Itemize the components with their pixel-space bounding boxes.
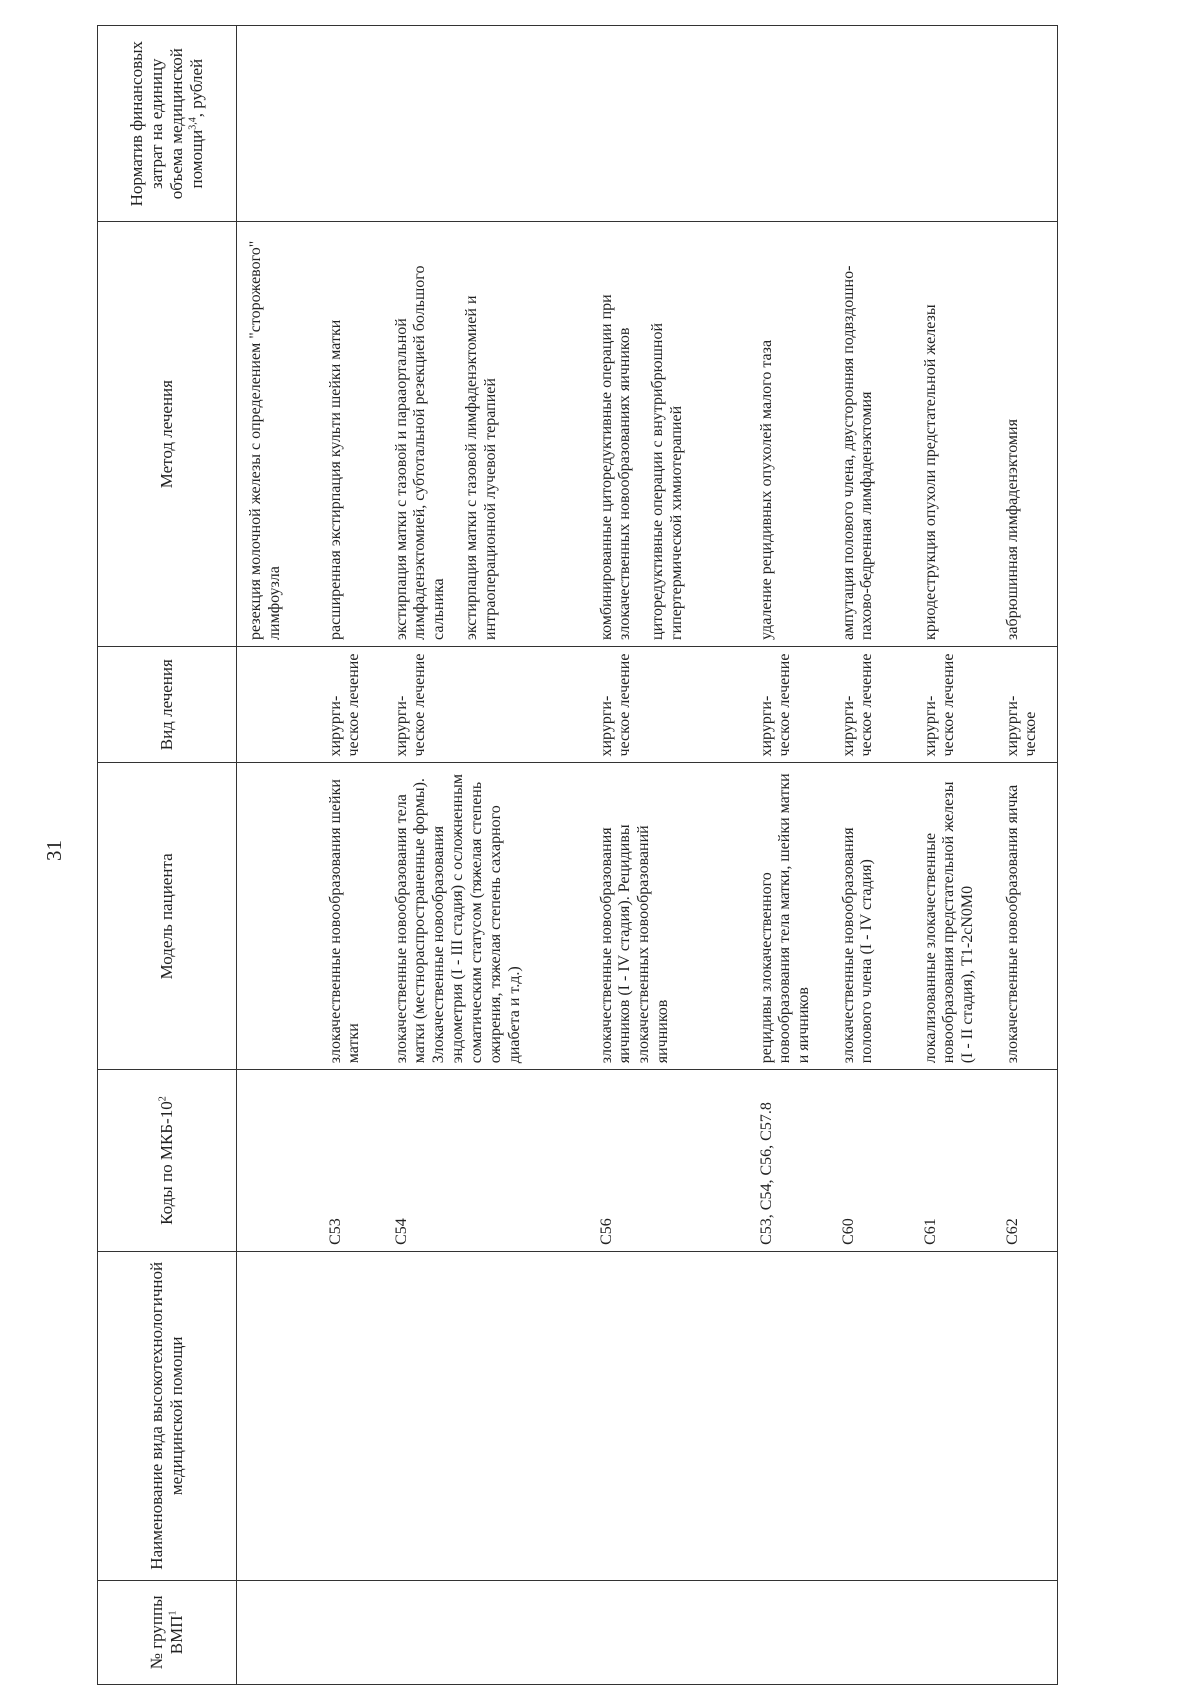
- table-row: [830, 26, 912, 1685]
- cell-patient-model: [237, 763, 317, 1070]
- method-line: удаление рецидивных опухолей малого таза: [757, 339, 775, 640]
- cell-treatment-method: [588, 222, 748, 647]
- cell-icd-codes: [237, 1070, 317, 1252]
- header-treatment-kind: Вид лечения: [98, 646, 237, 763]
- cell-patient-model: злокачественные новообразования яичников (I - IV стадия). Рецидивы злокачественных новообразований яичников: [588, 763, 748, 1070]
- header-cost-norm: Норматив финансовых затрат на единицу объема медицинской помощи$^{3,4}$, рублей: [98, 26, 237, 222]
- page-number: 31: [42, 840, 66, 861]
- method-line: расширенная экстирпация культи шейки матки: [326, 319, 344, 640]
- header-group-number: № группы ВМП$^1$: [98, 1580, 237, 1684]
- cell-cost-norm: [237, 26, 317, 222]
- cell-group-number: [830, 1580, 912, 1684]
- cell-vmp-name: [994, 1251, 1058, 1580]
- cell-icd-codes: C56: [588, 1070, 748, 1252]
- cell-vmp-name: [912, 1251, 994, 1580]
- cell-treatment-kind: хирурги-ческое лечение: [748, 646, 830, 763]
- cell-patient-model: рецидивы злокачественного новообразования тела матки, шейки матки и яичников: [748, 763, 830, 1070]
- table-row: [237, 26, 317, 1685]
- cell-cost-norm: [383, 26, 588, 222]
- cell-cost-norm: [912, 26, 994, 222]
- cell-group-number: [994, 1580, 1058, 1684]
- cell-vmp-name: [830, 1251, 912, 1580]
- method-line: ампутация полового члена, двусторонняя подвздошно-пахово-бедренная лимфаденэктомия: [839, 265, 876, 640]
- cell-group-number: [383, 1580, 588, 1684]
- table-row: [912, 26, 994, 1685]
- cell-vmp-name: [383, 1251, 588, 1580]
- cell-treatment-method: [317, 222, 383, 647]
- cell-icd-codes: C53, C54, C56, C57.8: [748, 1070, 830, 1252]
- cell-treatment-kind: хирурги-ческое лечение: [912, 646, 994, 763]
- table-row: [317, 26, 383, 1685]
- cell-cost-norm: [830, 26, 912, 222]
- cell-patient-model: злокачественные новообразования полового члена (I - IV стадия): [830, 763, 912, 1070]
- cell-cost-norm: [994, 26, 1058, 222]
- method-line: забрюшинная лимфаденэктомия: [1003, 419, 1021, 640]
- cell-treatment-method: [830, 222, 912, 647]
- header-patient-model: Модель пациента: [98, 763, 237, 1070]
- method-line: комбинированные циторедуктивные операции при злокачественных новообразованиях яичников: [597, 294, 634, 640]
- method-line: резекция молочной железы с определением "сторожевого" лимфоузла: [247, 240, 283, 640]
- cell-cost-norm: [748, 26, 830, 222]
- cell-patient-model: злокачественные новообразования тела матки (местнораспространенные формы). Злокачественные новообразования эндометрия (I - III стадия) с осложненным соматическим статусом (тяжелая степень ожирения, тяжелая степень сахарного диабета и т.д.): [383, 763, 588, 1070]
- cell-treatment-kind: хирурги-ческое: [994, 646, 1058, 763]
- cell-group-number: [237, 1580, 317, 1684]
- cell-icd-codes: C61: [912, 1070, 994, 1252]
- method-line: криодеструкция опухоли предстательной железы: [921, 304, 939, 640]
- cell-group-number: [748, 1580, 830, 1684]
- cell-treatment-kind: хирурги-ческое лечение: [830, 646, 912, 763]
- cell-patient-model: злокачественные новообразования яичка: [994, 763, 1058, 1070]
- cell-treatment-kind: хирурги-ческое лечение: [317, 646, 383, 763]
- header-icd-codes: Коды по МКБ-$10^2$: [98, 1070, 237, 1252]
- header-vmp-name: Наименование вида высокотехнологичной медицинской помощи: [98, 1251, 237, 1580]
- method-line: экстирпация матки с тазовой и парааортальной лимфаденэктомией, субтотальной резекцией большого сальника: [392, 265, 448, 640]
- cell-icd-codes: C53: [317, 1070, 383, 1252]
- cell-vmp-name: [748, 1251, 830, 1580]
- cell-treatment-method: [748, 222, 830, 647]
- cell-group-number: [588, 1580, 748, 1684]
- cell-vmp-name: [237, 1251, 317, 1580]
- cell-patient-model: злокачественные новообразования шейки матки: [317, 763, 383, 1070]
- table-header-row: [98, 26, 237, 1685]
- cell-icd-codes: C60: [830, 1070, 912, 1252]
- cell-group-number: [912, 1580, 994, 1684]
- cell-patient-model: локализованные злокачественные новообразования предстательной железы (I - II стадия), T1-2cN0M0: [912, 763, 994, 1070]
- header-treatment-method: Метод лечения: [98, 222, 237, 647]
- cell-treatment-method: [912, 222, 994, 647]
- table-row: [748, 26, 830, 1685]
- method-line: циторедуктивные операции с внутрибрюшной гипертермической химиотерапией: [649, 322, 686, 640]
- cell-treatment-method: [994, 222, 1058, 647]
- method-line: экстирпация матки с тазовой лимфаденэктомией и интраоперационной лучевой терапией: [463, 295, 499, 640]
- cell-vmp-name: [588, 1251, 748, 1580]
- cell-icd-codes: C54: [383, 1070, 588, 1252]
- cell-treatment-kind: хирурги-ческое лечение: [383, 646, 588, 763]
- cell-icd-codes: C62: [994, 1070, 1058, 1252]
- cell-vmp-name: [317, 1251, 383, 1580]
- cell-cost-norm: [317, 26, 383, 222]
- cell-treatment-method: [237, 222, 317, 647]
- vmp-table: [97, 25, 1058, 1685]
- table-row: [588, 26, 748, 1685]
- cell-treatment-kind: [237, 646, 317, 763]
- table-row: [994, 26, 1058, 1685]
- cell-group-number: [317, 1580, 383, 1684]
- cell-cost-norm: [588, 26, 748, 222]
- table-row: [383, 26, 588, 1685]
- cell-treatment-method: [383, 222, 588, 647]
- cell-treatment-kind: хирурги-ческое лечение: [588, 646, 748, 763]
